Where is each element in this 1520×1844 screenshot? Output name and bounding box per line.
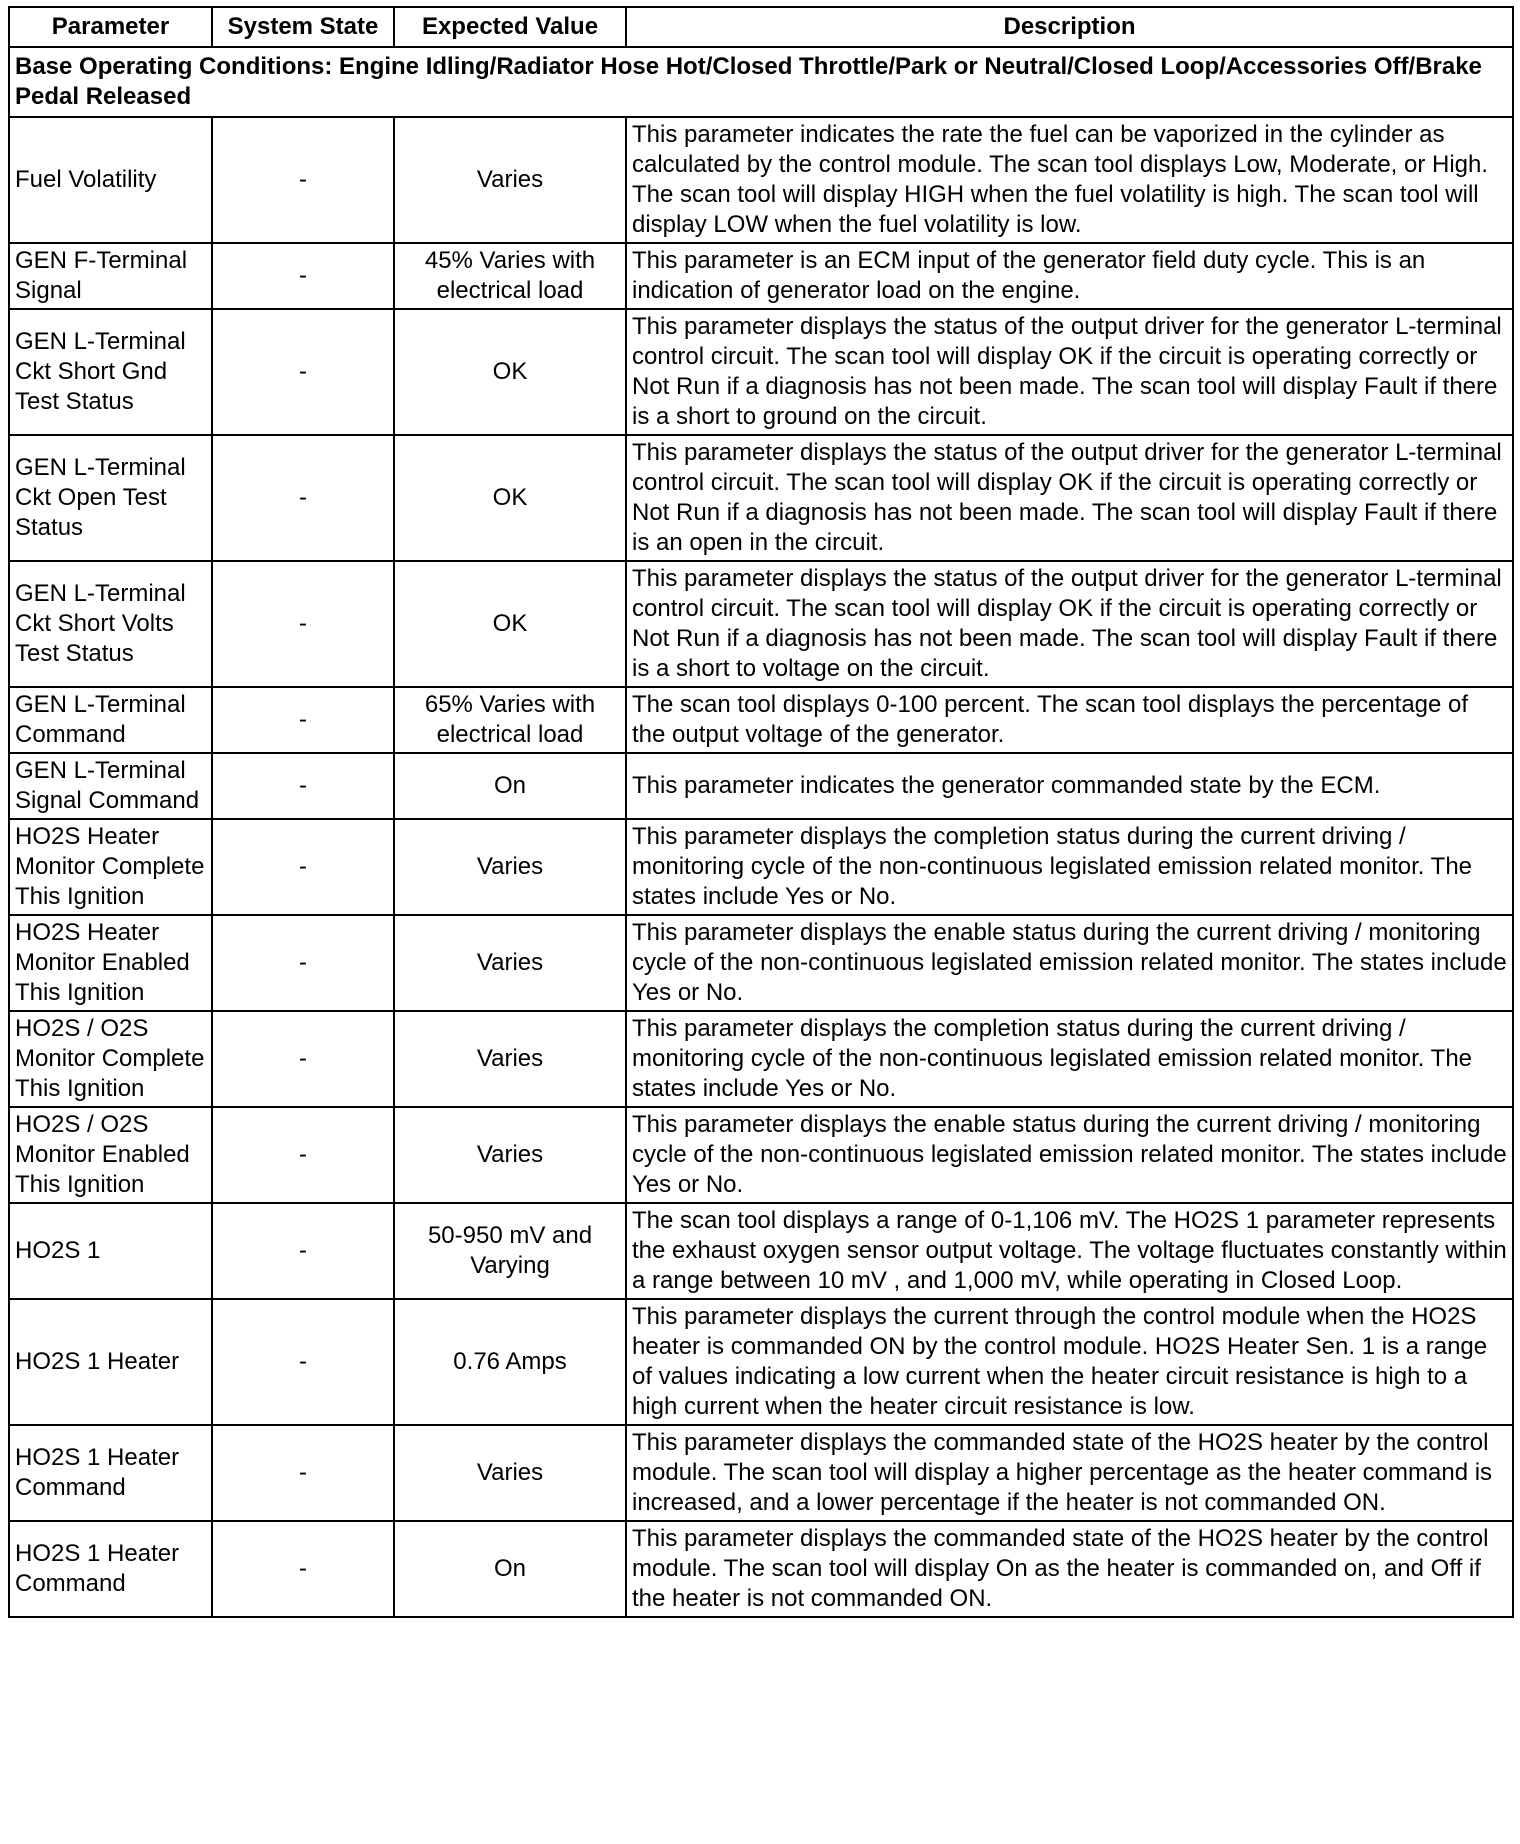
parameter-cell: HO2S Heater Monitor Enabled This Ignition bbox=[9, 915, 212, 1011]
parameter-cell: HO2S 1 Heater Command bbox=[9, 1425, 212, 1521]
system-state-cell: - bbox=[212, 753, 394, 819]
parameter-cell: HO2S 1 bbox=[9, 1203, 212, 1299]
parameter-table bbox=[8, 6, 1514, 1618]
table-row bbox=[9, 915, 1513, 1011]
description-cell: This parameter displays the enable status during the current driving / monitoring cycle of the non-continuous legislated emission related monitor. The states include Yes or No. bbox=[626, 915, 1513, 1011]
expected-value-cell: Varies bbox=[394, 819, 626, 915]
expected-value-cell: Varies bbox=[394, 1425, 626, 1521]
parameter-cell: GEN L-Terminal Ckt Open Test Status bbox=[9, 435, 212, 561]
table-row bbox=[9, 435, 1513, 561]
system-state-cell: - bbox=[212, 687, 394, 753]
expected-value-cell: 50-950 mV and Varying bbox=[394, 1203, 626, 1299]
parameter-cell: Fuel Volatility bbox=[9, 117, 212, 243]
system-state-cell: - bbox=[212, 1521, 394, 1617]
header-description: Description bbox=[626, 7, 1513, 47]
base-operating-conditions: Base Operating Conditions: Engine Idling/Radiator Hose Hot/Closed Throttle/Park or Neutral/Closed Loop/Accessories Off/Brake Pedal Released bbox=[9, 47, 1513, 117]
description-cell: This parameter displays the commanded state of the HO2S heater by the control module. The scan tool will display On as the heater is commanded on, and Off if the heater is not commanded ON. bbox=[626, 1521, 1513, 1617]
expected-value-cell: 0.76 Amps bbox=[394, 1299, 626, 1425]
description-cell: This parameter indicates the generator commanded state by the ECM. bbox=[626, 753, 1513, 819]
system-state-cell: - bbox=[212, 1203, 394, 1299]
parameter-cell: HO2S / O2S Monitor Enabled This Ignition bbox=[9, 1107, 212, 1203]
table-row bbox=[9, 243, 1513, 309]
table-row bbox=[9, 1011, 1513, 1107]
conditions-row bbox=[9, 47, 1513, 117]
table-row bbox=[9, 561, 1513, 687]
parameter-cell: HO2S Heater Monitor Complete This Ignition bbox=[9, 819, 212, 915]
description-cell: The scan tool displays 0-100 percent. The scan tool displays the percentage of the output voltage of the generator. bbox=[626, 687, 1513, 753]
expected-value-cell: On bbox=[394, 1521, 626, 1617]
table-row bbox=[9, 1299, 1513, 1425]
description-cell: This parameter displays the enable status during the current driving / monitoring cycle of the non-continuous legislated emission related monitor. The states include Yes or No. bbox=[626, 1107, 1513, 1203]
parameter-cell: HO2S 1 Heater bbox=[9, 1299, 212, 1425]
expected-value-cell: OK bbox=[394, 435, 626, 561]
header-system-state: System State bbox=[212, 7, 394, 47]
table-row bbox=[9, 819, 1513, 915]
description-cell: This parameter displays the status of the output driver for the generator L-terminal control circuit. The scan tool will display OK if the circuit is operating correctly or Not Run if a diagnosis has not been made. The scan tool will display Fault if there is an open in the circuit. bbox=[626, 435, 1513, 561]
parameter-cell: GEN L-Terminal Signal Command bbox=[9, 753, 212, 819]
table-row bbox=[9, 687, 1513, 753]
table-row bbox=[9, 1521, 1513, 1617]
parameter-cell: GEN L-Terminal Ckt Short Gnd Test Status bbox=[9, 309, 212, 435]
system-state-cell: - bbox=[212, 309, 394, 435]
system-state-cell: - bbox=[212, 435, 394, 561]
expected-value-cell: OK bbox=[394, 561, 626, 687]
expected-value-cell: Varies bbox=[394, 1011, 626, 1107]
system-state-cell: - bbox=[212, 243, 394, 309]
header-parameter: Parameter bbox=[9, 7, 212, 47]
system-state-cell: - bbox=[212, 1011, 394, 1107]
description-cell: This parameter indicates the rate the fuel can be vaporized in the cylinder as calculated by the control module. The scan tool displays Low, Moderate, or High. The scan tool will display HIGH when the fuel volatility is high. The scan tool will display LOW when the fuel volatility is low. bbox=[626, 117, 1513, 243]
table-row bbox=[9, 117, 1513, 243]
description-cell: This parameter displays the commanded state of the HO2S heater by the control module. The scan tool will display a higher percentage as the heater command is increased, and a lower percentage if the heater is not commanded ON. bbox=[626, 1425, 1513, 1521]
expected-value-cell: OK bbox=[394, 309, 626, 435]
expected-value-cell: 45% Varies with electrical load bbox=[394, 243, 626, 309]
expected-value-cell: 65% Varies with electrical load bbox=[394, 687, 626, 753]
header-row bbox=[9, 7, 1513, 47]
parameter-cell: GEN L-Terminal Ckt Short Volts Test Status bbox=[9, 561, 212, 687]
system-state-cell: - bbox=[212, 561, 394, 687]
description-cell: This parameter displays the completion status during the current driving / monitoring cycle of the non-continuous legislated emission related monitor. The states include Yes or No. bbox=[626, 819, 1513, 915]
parameter-cell: HO2S 1 Heater Command bbox=[9, 1521, 212, 1617]
table-row bbox=[9, 1425, 1513, 1521]
system-state-cell: - bbox=[212, 819, 394, 915]
table-row bbox=[9, 1107, 1513, 1203]
system-state-cell: - bbox=[212, 1299, 394, 1425]
description-cell: This parameter displays the status of the output driver for the generator L-terminal control circuit. The scan tool will display OK if the circuit is operating correctly or Not Run if a diagnosis has not been made. The scan tool will display Fault if there is a short to ground on the circuit. bbox=[626, 309, 1513, 435]
table-row bbox=[9, 1203, 1513, 1299]
system-state-cell: - bbox=[212, 1107, 394, 1203]
expected-value-cell: Varies bbox=[394, 915, 626, 1011]
table-row bbox=[9, 753, 1513, 819]
system-state-cell: - bbox=[212, 117, 394, 243]
parameter-cell: GEN L-Terminal Command bbox=[9, 687, 212, 753]
parameter-cell: GEN F-Terminal Signal bbox=[9, 243, 212, 309]
description-cell: This parameter displays the current through the control module when the HO2S heater is commanded ON by the control module. HO2S Heater Sen. 1 is a range of values indicating a low current when the heater circuit resistance is high to a high current when the heater circuit resistance is low. bbox=[626, 1299, 1513, 1425]
description-cell: This parameter is an ECM input of the generator field duty cycle. This is an indication of generator load on the engine. bbox=[626, 243, 1513, 309]
header-expected-value: Expected Value bbox=[394, 7, 626, 47]
table-row bbox=[9, 309, 1513, 435]
description-cell: This parameter displays the status of the output driver for the generator L-terminal control circuit. The scan tool will display OK if the circuit is operating correctly or Not Run if a diagnosis has not been made. The scan tool will display Fault if there is a short to voltage on the circuit. bbox=[626, 561, 1513, 687]
system-state-cell: - bbox=[212, 1425, 394, 1521]
parameter-cell: HO2S / O2S Monitor Complete This Ignition bbox=[9, 1011, 212, 1107]
description-cell: The scan tool displays a range of 0-1,106 mV. The HO2S 1 parameter represents the exhaust oxygen sensor output voltage. The voltage fluctuates constantly within a range between 10 mV , and 1,000 mV, while operating in Closed Loop. bbox=[626, 1203, 1513, 1299]
expected-value-cell: On bbox=[394, 753, 626, 819]
expected-value-cell: Varies bbox=[394, 117, 626, 243]
expected-value-cell: Varies bbox=[394, 1107, 626, 1203]
system-state-cell: - bbox=[212, 915, 394, 1011]
description-cell: This parameter displays the completion status during the current driving / monitoring cycle of the non-continuous legislated emission related monitor. The states include Yes or No. bbox=[626, 1011, 1513, 1107]
